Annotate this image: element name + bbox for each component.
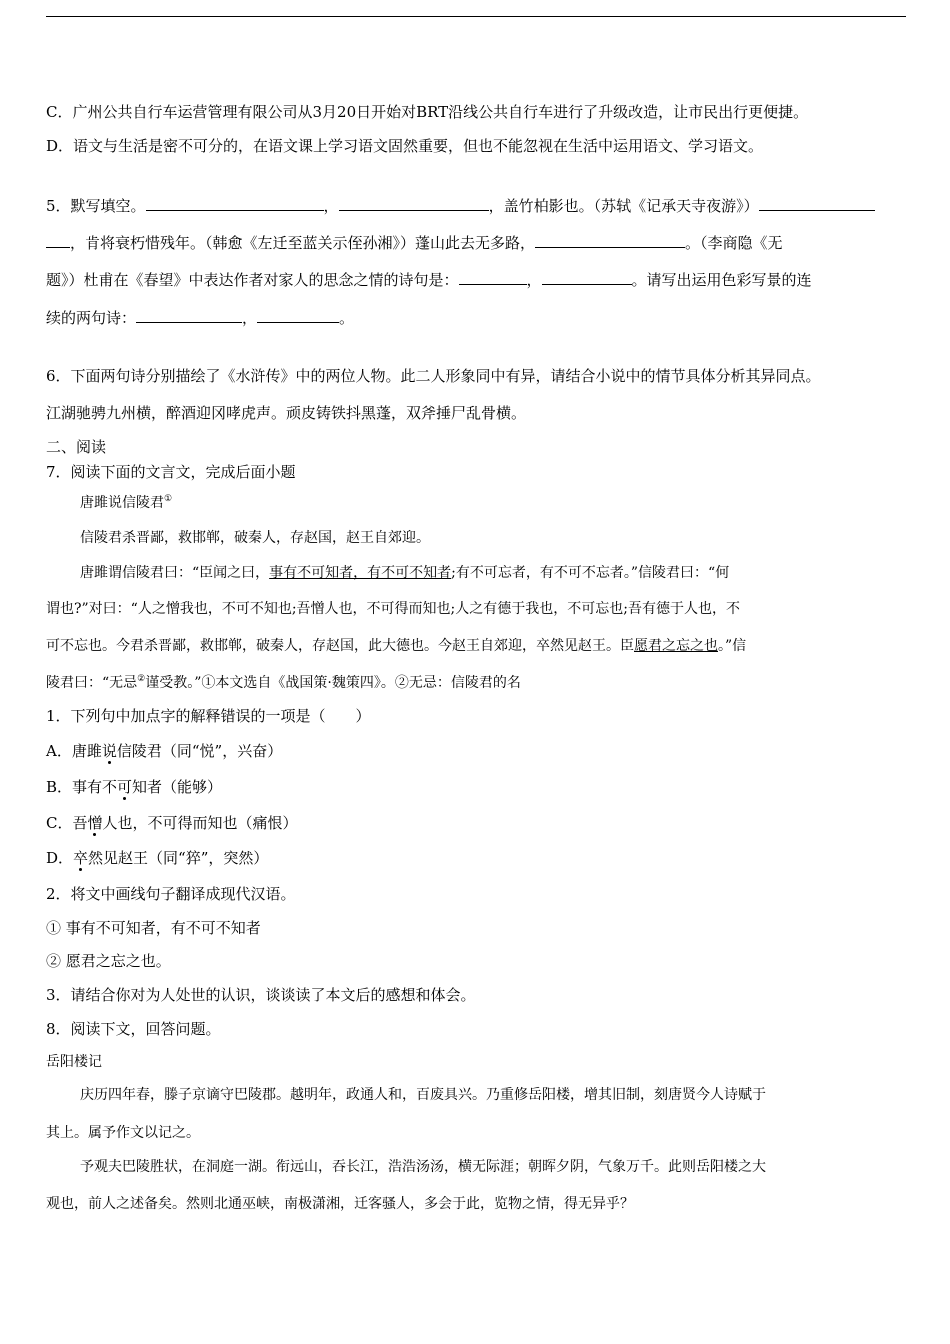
q7-sub2-item-1: ① 事有不可知者，有不可不知者 bbox=[46, 919, 261, 937]
q7-sub2-item-2: ② 愿君之忘之也。 bbox=[46, 952, 171, 970]
fill-blank[interactable] bbox=[542, 269, 632, 285]
q8-passage-p1: 庆历四年春，滕子京谪守巴陵郡。越明年，政通人和，百废具兴。乃重修岳阳楼，增其旧制，刻唐贤今人诗赋于 bbox=[80, 1087, 766, 1103]
q7-sub1: 1．下列句中加点字的解释错误的一项是（ ） bbox=[46, 707, 371, 725]
q7-option-a: A．唐雎说信陵君（同“悦”，兴奋） bbox=[46, 742, 283, 760]
q8-stem: 8．阅读下文，回答问题。 bbox=[46, 1020, 221, 1038]
fill-blank[interactable] bbox=[136, 307, 242, 323]
q5-text: ，盖竹柏影也。（苏轼《记承天寺夜游》） bbox=[488, 197, 759, 215]
q7-option-c: C．吾憎人也，不可得而知也（痛恨） bbox=[46, 814, 298, 832]
fill-blank[interactable] bbox=[535, 232, 685, 248]
dotted-char: 可 bbox=[117, 778, 133, 796]
fill-blank[interactable] bbox=[146, 195, 324, 211]
q8-passage-title: 岳阳楼记 bbox=[46, 1054, 102, 1070]
q5-line-4 bbox=[46, 307, 354, 328]
q5-text: 题》）杜甫在《春望》中表达作者对家人的思念之情的诗句是： bbox=[46, 271, 459, 289]
q6-poem: 江湖驰骋九州横，醉酒迎冈哮虎声。顽皮铸铁抖黑蓬，双斧捶尸乱骨横。 bbox=[46, 404, 527, 422]
q5-text: ， bbox=[526, 271, 542, 289]
q5-line-1 bbox=[46, 195, 875, 216]
dotted-char: 说 bbox=[101, 742, 117, 760]
q7-passage-p3: 谓也?”对曰：“人之憎我也，不可不知也;吾憎人也，不可得而知也;人之有德于我也，不可忘也;吾有德于人也，不 bbox=[46, 601, 740, 617]
q7-stem: 7．阅读下面的文言文，完成后面小题 bbox=[46, 463, 296, 481]
q7-sub3: 3．请结合你对为人处世的认识，谈谈读了本文后的感想和体会。 bbox=[46, 986, 476, 1004]
q7-sub2: 2．将文中画线句子翻译成现代汉语。 bbox=[46, 885, 296, 903]
q5-text: ，肯将衰朽惜残年。（韩愈《左迁至蓝关示侄孙湘》）蓬山此去无多路， bbox=[70, 234, 536, 252]
q7-passage-p4: 可不忘也。今君杀晋鄙，救邯郸，破秦人，存赵国，此大德也。今赵王自郊迎，卒然见赵王。臣愿君之忘之也。”信 bbox=[46, 638, 747, 654]
q8-passage-p2: 予观夫巴陵胜状，在洞庭一湖。衔远山，吞长江，浩浩汤汤，横无际涯；朝晖夕阴，气象万千。此则岳阳楼之大 bbox=[80, 1159, 766, 1175]
fill-blank[interactable] bbox=[759, 195, 875, 211]
q7-option-b: B．事有不可知者（能够） bbox=[46, 778, 223, 796]
fill-blank[interactable] bbox=[339, 195, 489, 211]
q5-text: 。 bbox=[339, 309, 355, 327]
q8-passage-p1-cont: 其上。属予作文以记之。 bbox=[46, 1125, 200, 1141]
q5-text: ， bbox=[242, 309, 258, 327]
q7-option-d: D．卒然见赵王（同“猝”，突然） bbox=[46, 849, 269, 867]
underlined-sentence: 事有不可知者，有不可不知者 bbox=[269, 565, 452, 581]
underlined-sentence: 愿君之忘之也 bbox=[634, 638, 718, 654]
q7-passage-p1: 信陵君杀晋鄙，救邯郸，破秦人，存赵国，赵王自郊迎。 bbox=[80, 530, 430, 546]
q7-passage-p2: 唐雎谓信陵君曰：“臣闻之曰，事有不可知者，有不可不知者;有不可忘者，有不可不忘者。”信陵君曰：“何 bbox=[80, 565, 730, 581]
q4-option-d: D．语文与生活是密不可分的，在语文课上学习语文固然重要，但也不能忽视在生活中运用语文、学习语文。 bbox=[46, 137, 764, 155]
footnote-mark: ② bbox=[137, 674, 146, 684]
q7-passage-title: 唐雎说信陵君① bbox=[80, 494, 173, 511]
section-title: 二、阅读 bbox=[46, 438, 107, 456]
q8-passage-p2-cont: 观也，前人之述备矣。然则北通巫峡，南极潇湘，迁客骚人，多会于此，览物之情，得无异乎？ bbox=[46, 1196, 634, 1212]
fill-blank[interactable] bbox=[257, 307, 339, 323]
q5-text: 续的两句诗： bbox=[46, 309, 137, 327]
header-rule bbox=[46, 16, 906, 17]
q6-stem: 6．下面两句诗分别描绘了《水浒传》中的两位人物。此二人形象同中有异，请结合小说中的情节具体分析其异同点。 bbox=[46, 367, 821, 385]
q4-option-c: C．广州公共自行车运营管理有限公司从3月20日开始对BRT沿线公共自行车进行了升级改造，让市民出行更便捷。 bbox=[46, 103, 809, 121]
fill-blank[interactable] bbox=[459, 269, 527, 285]
q5-text: 。请写出运用色彩写景的连 bbox=[631, 271, 812, 289]
q5-line-2 bbox=[46, 232, 783, 253]
fill-blank[interactable] bbox=[46, 232, 70, 248]
dotted-char: 卒 bbox=[73, 849, 89, 867]
dotted-char: 憎 bbox=[87, 814, 103, 832]
q5-line-3 bbox=[46, 269, 812, 290]
footnote-mark: ① bbox=[164, 494, 173, 504]
q5-text: ， bbox=[323, 197, 339, 215]
q7-passage-p5: 陵君曰：“无忌②谨受教。”①本文选自《战国策·魏策四》。②无忌：信陵君的名 bbox=[46, 674, 521, 691]
q5-text: 5．默写填空。 bbox=[46, 197, 146, 215]
q5-text: 。（李商隐《无 bbox=[685, 234, 783, 252]
